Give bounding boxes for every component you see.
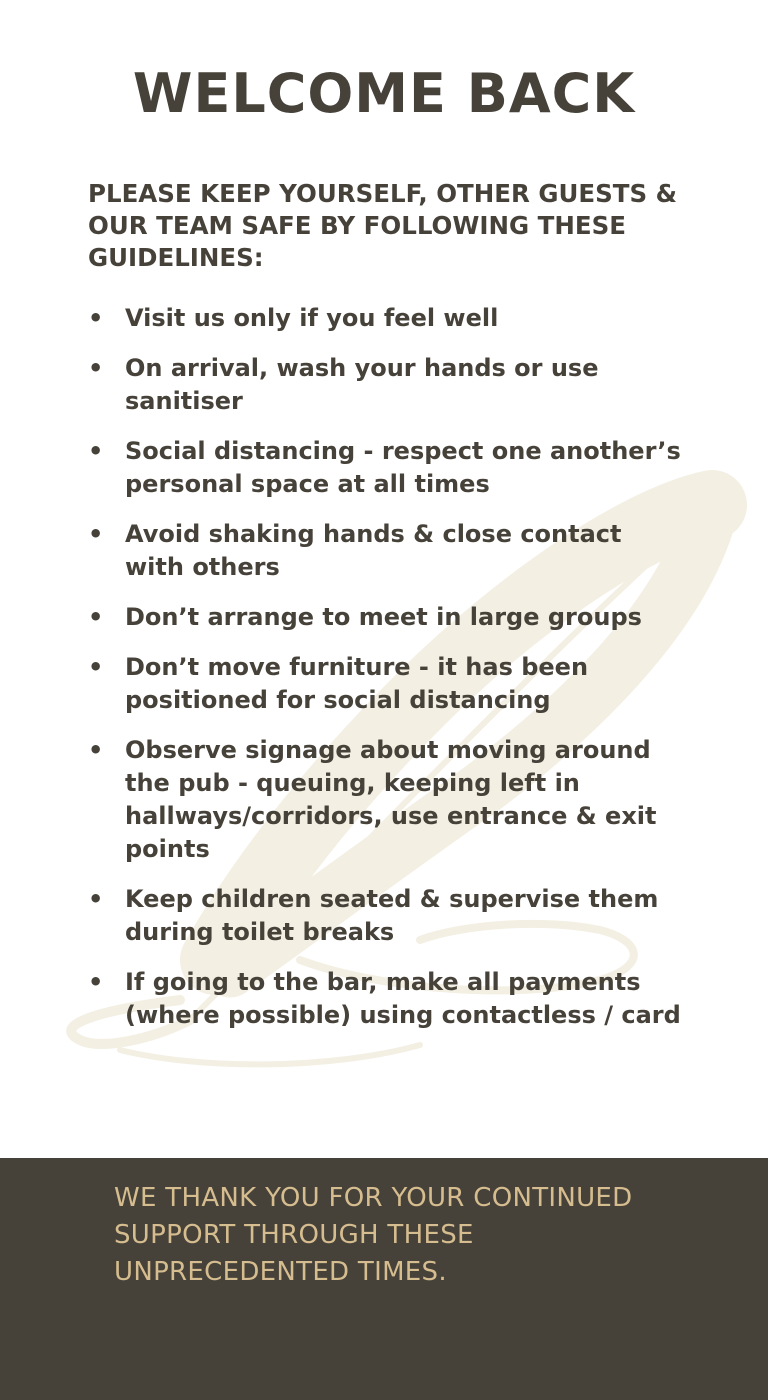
list-item bbox=[88, 883, 688, 949]
bullet: • bbox=[88, 437, 104, 465]
guideline-text: Don’t move furniture - it has been positioned for social distancing bbox=[125, 653, 589, 714]
bullet: • bbox=[88, 520, 104, 548]
guidelines-list bbox=[88, 302, 688, 1049]
list-item bbox=[88, 518, 688, 584]
list-item bbox=[88, 966, 688, 1032]
list-item bbox=[88, 302, 688, 335]
bullet: • bbox=[88, 885, 104, 913]
intro-heading: PLEASE KEEP YOURSELF, OTHER GUESTS & OUR TEAM SAFE BY FOLLOWING THESE GUIDELINES: bbox=[88, 179, 678, 272]
list-item bbox=[88, 734, 688, 866]
list-item bbox=[88, 601, 688, 634]
guideline-text: Keep children seated & supervise them during toilet breaks bbox=[125, 885, 659, 946]
guideline-text: On arrival, wash your hands or use sanitiser bbox=[125, 354, 599, 415]
guideline-text: Visit us only if you feel well bbox=[125, 304, 499, 332]
guideline-text: Avoid shaking hands & close contact with others bbox=[125, 520, 622, 581]
bullet: • bbox=[88, 354, 104, 382]
guideline-text: Observe signage about moving around the pub - queuing, keeping left in hallways/corridors, use entrance & exit points bbox=[125, 736, 657, 863]
footer-message: WE THANK YOU FOR YOUR CONTINUED SUPPORT THROUGH THESE UNPRECEDENTED TIMES. bbox=[114, 1183, 633, 1287]
bullet: • bbox=[88, 603, 104, 631]
guideline-text: Don’t arrange to meet in large groups bbox=[125, 603, 642, 631]
guideline-text: If going to the bar, make all payments (where possible) using contactless / card bbox=[125, 968, 681, 1029]
list-item bbox=[88, 352, 688, 418]
page-title: WELCOME BACK bbox=[132, 62, 636, 125]
list-item bbox=[88, 651, 688, 717]
bullet: • bbox=[88, 736, 104, 764]
guideline-text: Social distancing - respect one another’s personal space at all times bbox=[125, 437, 681, 498]
bullet: • bbox=[88, 968, 104, 996]
list-item bbox=[88, 435, 688, 501]
bullet: • bbox=[88, 653, 104, 681]
bullet: • bbox=[88, 304, 104, 332]
